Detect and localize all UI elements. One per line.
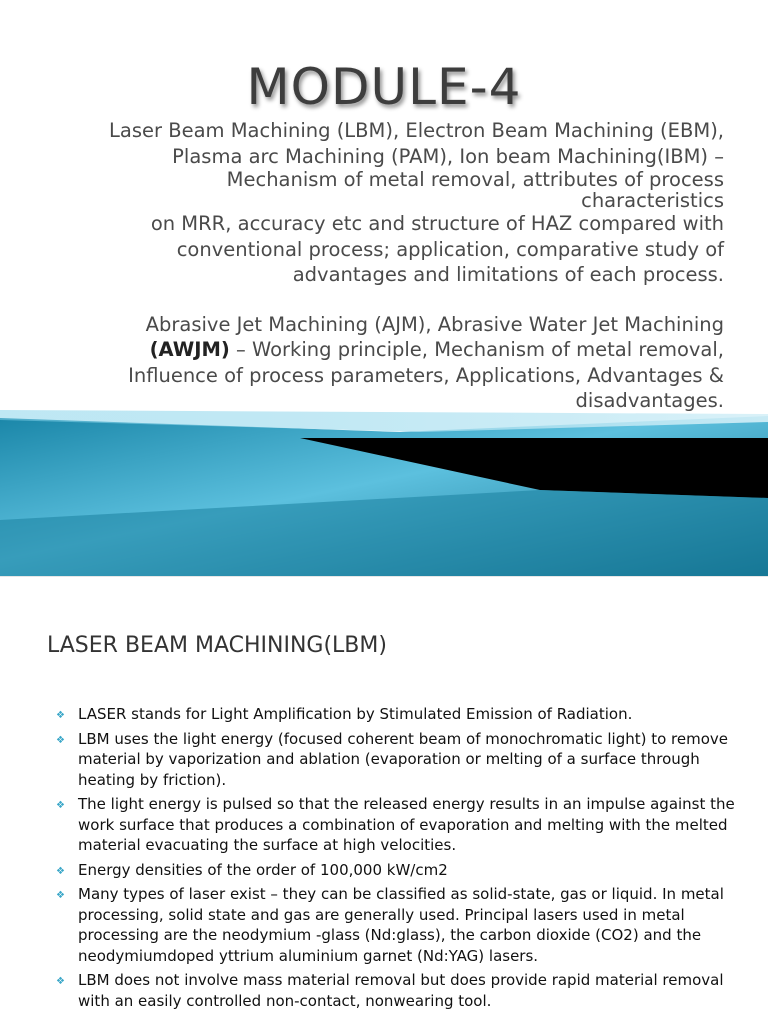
subtitle-line: disadvantages. — [575, 389, 724, 412]
subtitle-line: advantages and limitations of each process. — [292, 263, 724, 286]
bullet-text: Energy densities of the order of 100,000 kW/cm2 — [78, 860, 448, 879]
bullet-text: The light energy is pulsed so that the released energy results in an impulse against the work surface that produces a combination of evaporation and melting with the melted material evacuating the surface at high velocities. — [78, 795, 735, 854]
list-item — [56, 970, 736, 1011]
diamond-bullet-icon: ❖ — [56, 890, 65, 901]
subtitle-line: Plasma arc Machining (PAM), Ion beam Machining(IBM) – — [172, 144, 724, 168]
diamond-bullet-icon: ❖ — [56, 865, 65, 877]
subtitle-line: Abrasive Jet Machining (AJM), Abrasive Water Jet Machining — [145, 312, 724, 336]
bullet-text: LBM uses the light energy (focused coherent beam of monochromatic light) to remove material by vaporization and ablation (evaporation or melting of a surface through heating by friction). — [78, 729, 729, 789]
subtitle-line-rest: – Working principle, Mechanism of metal removal, — [229, 338, 724, 361]
list-item — [56, 704, 736, 725]
diamond-bullet-icon: ❖ — [56, 710, 65, 721]
subtitle-line: on MRR, accuracy etc and structure of HAZ compared with — [150, 212, 724, 235]
subtitle-line: Laser Beam Machining (LBM), Electron Beam Machining (EBM), — [109, 119, 724, 142]
slide-title: MODULE-4 — [246, 58, 522, 116]
list-item — [56, 794, 736, 856]
subtitle-line: conventional process; application, comparative study of — [176, 237, 724, 261]
subtitle-line: Influence of process parameters, Applications, Advantages & — [128, 363, 724, 387]
list-item — [56, 860, 736, 881]
list-item — [56, 729, 736, 791]
slide-title: LASER BEAM MACHINING(LBM) — [47, 633, 387, 658]
subtitle-line: Mechanism of metal removal, attributes of process — [226, 168, 724, 191]
diamond-bullet-icon: ❖ — [56, 976, 65, 987]
awjm-bold: (AWJM) — [149, 338, 230, 361]
slide-subtitle — [34, 118, 724, 414]
bullet-list — [56, 704, 736, 1015]
list-item — [56, 884, 736, 966]
decorative-wave — [0, 410, 768, 576]
subtitle-line — [34, 337, 724, 363]
bullet-text: Many types of laser exist – they can be classified as solid-state, gas or liquid. In metal processing, solid state and gas are generally used. Principal lasers used in metal processing are the neodymium -glass (Nd:glass), the carbon dioxide (CO2) and the neodymiumdoped yttrium aluminium garnet (Nd:YAG) lasers. — [78, 885, 724, 965]
bullet-text: LASER stands for Light Amplification by Stimulated Emission of Radiation. — [78, 705, 633, 723]
diamond-bullet-icon: ❖ — [56, 734, 65, 746]
diamond-bullet-icon: ❖ — [56, 800, 65, 811]
slide-laser-beam-machining — [0, 577, 768, 1024]
bullet-text: LBM does not involve mass material removal but does provide rapid material removal with an easily controlled non-contact, nonwearing tool. — [78, 971, 724, 1010]
subtitle-line: characteristics — [581, 189, 724, 212]
